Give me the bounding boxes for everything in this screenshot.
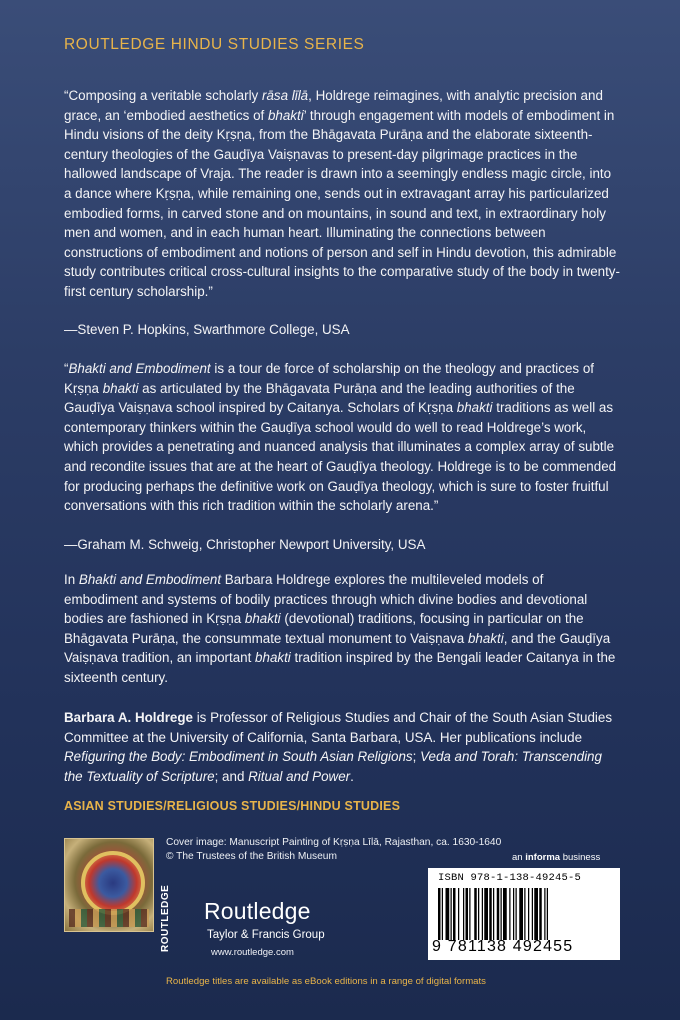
subject-categories: ASIAN STUDIES/RELIGIOUS STUDIES/HINDU STUDIES [64,799,401,813]
endorsement-2-attribution: —Graham M. Schweig, Christopher Newport University, USA [64,537,426,552]
cover-credit [166,836,501,864]
barcode-bar [516,888,517,940]
barcode-bar [524,888,525,940]
publisher-name: Routledge [204,898,311,924]
barcode-bar [534,888,538,940]
cover-credit-line2: © The Trustees of the British Museum [166,851,337,862]
barcode-bar [438,888,441,940]
barcode [428,868,620,960]
routledge-vertical-logo: ROUTLEDGE [160,884,171,952]
barcode-bar [547,888,548,940]
barcode-bar [544,888,545,940]
barcode-bar [446,888,450,940]
barcode-bar [478,888,479,940]
barcode-bar [482,888,483,940]
barcode-bar [458,888,459,940]
book-description: In Bhakti and Embodiment Barbara Holdrege explores the multileveled models of embodiment and systems of bodily practices through which divine bodies and devotional bodies are fashioned in Kṛṣṇa bhakti (devotional) traditions, focusing in particular on the Bhāgavata Purāṇa, the consummate textual monument to Vaiṣṇava bhakti, and the Gauḍīya Vaiṣṇava tradition, an important bhakti tradition inspired by the Bengali leader Caitanya in the sixteenth century. [64,572,616,685]
publisher-url[interactable]: www.routledge.com [211,947,294,958]
endorsement-1-attribution: —Steven P. Hopkins, Swarthmore College, USA [64,322,350,337]
mandala-circle [81,851,145,915]
endorsement-2: “Bhakti and Embodiment is a tour de force of scholarship on the theology and practices of Kṛṣṇa bhakti as articulated by the Bhāgavata Purāṇa and the leading authorities of the Gauḍīya Vaiṣṇava school inspired by Caitanya. Scholars of Kṛṣṇa bhakti traditions as well as contemporary thinkers within the Gauḍīya school would do well to read Holdrege’s work, which provides a penetrating and nuanced analysis that illuminates a complex array of subtle and recondite issues that are at the heart of Gauḍīya theology. Holdrege is to be commended for producing perhaps the definitive work on Gauḍīya theology, which is sure to foster fruitful conversations with this rich tradition within the scholarly arena.” [64,361,617,514]
ebook-note: Routledge titles are available as eBook editions in a range of digital formats [166,976,486,987]
barcode-bar [513,888,514,940]
barcode-bar [489,888,492,940]
barcode-bar [497,888,500,940]
series-title: ROUTLEDGE HINDU STUDIES SERIES [64,36,365,53]
barcode-bars [438,888,610,940]
barcode-bar [501,888,502,940]
barcode-bar [451,888,452,940]
cover-credit-line1: Cover image: Manuscript Painting of Kṛṣṇa Līlā, Rajasthan, ca. 1630-1640 [166,837,502,848]
barcode-bar [539,888,542,940]
barcode-bar [453,888,456,940]
barcode-bar [469,888,470,940]
barcode-bar [519,888,523,940]
barcode-bar [503,888,507,940]
author-bio: Barbara A. Holdrege is Professor of Religious Studies and Chair of the South Asian Studies Committee at the University of California, Santa Barbara, USA. Her publications include Refiguring the Body: Embodiment in South Asian Religions; Veda and Torah: Transcending the Textuality of Scripture; and Ritual and Power. [64,710,613,784]
barcode-digits: 9 781138 492455 [432,938,574,955]
barcode-bar [509,888,510,940]
barcode-bar [474,888,477,940]
publisher-group: Taylor & Francis Group [207,929,325,941]
informa-business: an informa business [512,852,601,863]
endorsement-1: “Composing a veritable scholarly rāsa līlā, Holdrege reimagines, with analytic precision and grace, an ‘embodied aesthetics of bhakti’ through engagement with models of embodiment in Hindu visions of the deity Kṛṣṇa, from the Bhāgavata Purāṇa and the elaborate sixteenth-century theologies of the Gauḍīya Vaiṣṇavas to present-day pilgrimage practices in the hallowed landscape of Vraja. The reader is drawn into a seemingly endless magic circle, into a dance where Kṛṣṇa, while remaining one, sends out in extravagant array his particularized embodied forms, in carved stone and on mountains, in sound and text, in extraordinary holy men and women, and in each human heart. Illuminating the connections between constructions of embodiment and notions of person and self in Hindu devotion, this admirable study contributes critical cross-cultural insights to the comparative study of the body in twenty-first century scholarship.” [64,88,620,299]
barcode-bar [528,888,529,940]
barcode-bar [484,888,488,940]
barcode-bar [463,888,464,940]
isbn: ISBN 978-1-138-49245-5 [438,872,582,884]
figures-band [69,909,149,927]
barcode-bar [466,888,469,940]
barcode-bar [442,888,443,940]
barcode-bar [493,888,494,940]
barcode-bar [532,888,533,940]
cover-thumbnail [64,838,154,932]
